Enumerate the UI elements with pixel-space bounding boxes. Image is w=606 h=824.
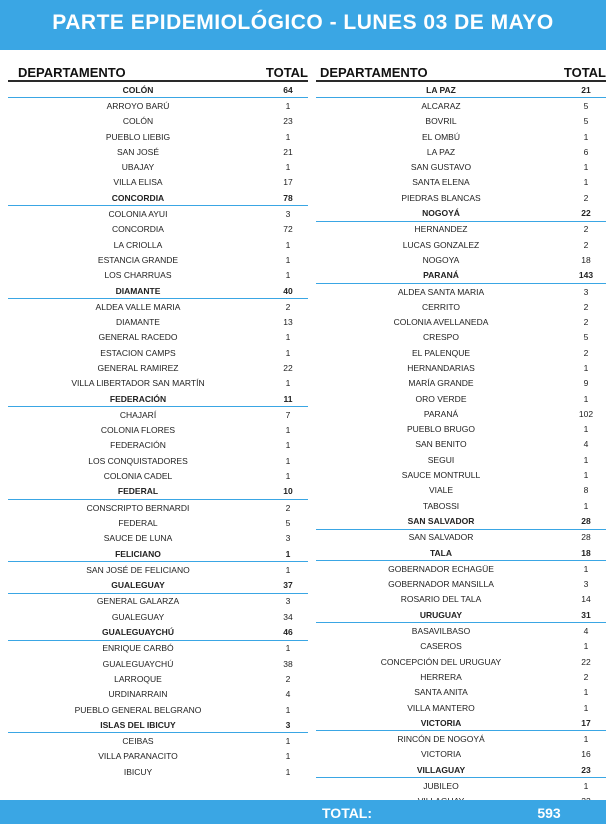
locality-total: 9 [583, 378, 589, 389]
locality-row [8, 175, 308, 190]
department-total: 23 [581, 764, 591, 775]
locality-name: UBAJAY [121, 162, 155, 173]
locality-row [8, 330, 308, 345]
locality-row [8, 299, 308, 314]
department-total: 46 [283, 627, 293, 638]
department-total: 31 [581, 609, 591, 620]
locality-name: VILLA MANTERO [407, 702, 475, 713]
locality-total: 5 [583, 332, 589, 343]
department-row [316, 607, 606, 623]
locality-row [316, 452, 606, 467]
locality-name: SAUCE MONTRULL [401, 470, 481, 481]
locality-total: 34 [283, 611, 293, 622]
department-row [8, 484, 308, 500]
locality-total: 13 [283, 317, 293, 328]
locality-row [8, 438, 308, 453]
locality-total: 23 [283, 116, 293, 127]
locality-name: DIAMANTE [116, 317, 160, 328]
locality-row [8, 531, 308, 546]
locality-total: 1 [285, 239, 291, 250]
locality-row [8, 114, 308, 129]
locality-row [316, 577, 606, 592]
locality-row [316, 561, 606, 576]
department-row [316, 82, 606, 98]
locality-total: 14 [581, 594, 591, 605]
department-row [316, 762, 606, 778]
department-name: PARANÁ [423, 270, 459, 281]
locality-total: 28 [581, 532, 591, 543]
locality-name: BOVRIL [425, 116, 457, 127]
department-row [316, 715, 606, 731]
locality-total: 1 [583, 131, 589, 142]
locality-row [316, 639, 606, 654]
locality-total: 38 [283, 658, 293, 669]
locality-row [8, 641, 308, 656]
locality-name: SAUCE DE LUNA [103, 533, 173, 544]
locality-name: LOS CONQUISTADORES [88, 455, 188, 466]
locality-name: PIEDRAS BLANCAS [401, 192, 481, 203]
department-name: LA PAZ [426, 84, 456, 95]
locality-total: 8 [583, 485, 589, 496]
locality-name: VILLA ELISA [113, 177, 163, 188]
locality-total: 1 [285, 766, 291, 777]
locality-row [316, 360, 606, 375]
locality-row [316, 129, 606, 144]
locality-row [8, 453, 308, 468]
locality-total: 5 [285, 517, 291, 528]
locality-row [316, 98, 606, 113]
locality-name: FEDERAL [118, 517, 158, 528]
department-total: 37 [283, 580, 293, 591]
locality-name: GUALEGUAY [111, 611, 165, 622]
locality-name: CRESPO [423, 332, 459, 343]
locality-name: ALDEA VALLE MARIA [95, 301, 181, 312]
locality-row [316, 437, 606, 452]
department-name: TALA [429, 547, 453, 558]
locality-total: 3 [285, 209, 291, 220]
locality-name: LOS CHARRUAS [104, 270, 172, 281]
locality-row [316, 623, 606, 638]
locality-total: 3 [583, 286, 589, 297]
department-name: NOGOYÁ [422, 208, 460, 219]
locality-row [316, 467, 606, 482]
department-name: CONCORDIA [111, 192, 165, 203]
locality-total: 1 [583, 177, 589, 188]
locality-row [8, 98, 308, 113]
department-total: 10 [283, 486, 293, 497]
department-row [8, 391, 308, 407]
department-total: 78 [283, 192, 293, 203]
locality-total: 2 [583, 224, 589, 235]
locality-total: 1 [583, 641, 589, 652]
header-banner [0, 0, 606, 50]
locality-row [316, 237, 606, 252]
locality-name: LARROQUE [114, 673, 162, 684]
total-value: 593 [537, 805, 561, 821]
locality-row [8, 515, 308, 530]
locality-name: COLONIA FLORES [100, 425, 176, 436]
locality-name: NOGOYA [422, 254, 460, 265]
locality-row [316, 175, 606, 190]
locality-total: 21 [283, 146, 293, 157]
locality-total: 1 [583, 393, 589, 404]
department-name: FEDERAL [117, 486, 159, 497]
locality-name: ENRIQUE CARBÓ [102, 643, 174, 654]
locality-total: 4 [583, 626, 589, 637]
department-name: VICTORIA [420, 717, 462, 728]
locality-row [316, 731, 606, 746]
locality-total: 22 [581, 656, 591, 667]
locality-row [8, 656, 308, 671]
department-row [8, 717, 308, 733]
footer-total-bar [0, 800, 606, 824]
locality-name: EL OMBÚ [422, 131, 460, 142]
department-total: 40 [283, 285, 293, 296]
locality-total: 1 [583, 734, 589, 745]
locality-name: RINCÓN DE NOGOYÁ [397, 734, 485, 745]
locality-total: 7 [285, 409, 291, 420]
department-name: SAN SALVADOR [407, 515, 475, 526]
locality-name: SAN JOSÉ DE FELICIANO [86, 564, 190, 575]
locality-total: 1 [583, 702, 589, 713]
right-table-header [316, 62, 606, 82]
department-row [316, 513, 606, 529]
column-header-department: DEPARTAMENTO [18, 65, 126, 80]
locality-total: 5 [583, 100, 589, 111]
locality-total: 3 [285, 596, 291, 607]
locality-total: 2 [583, 301, 589, 312]
locality-total: 1 [285, 564, 291, 575]
locality-total: 2 [285, 673, 291, 684]
locality-total: 17 [283, 177, 293, 188]
locality-row [8, 468, 308, 483]
locality-name: PUEBLO GENERAL BELGRANO [74, 704, 202, 715]
department-total: 17 [581, 717, 591, 728]
locality-total: 2 [285, 301, 291, 312]
locality-row [316, 592, 606, 607]
department-name: URUGUAY [419, 609, 463, 620]
locality-row [8, 268, 308, 283]
locality-row [8, 749, 308, 764]
locality-total: 2 [583, 192, 589, 203]
department-row [8, 82, 308, 98]
department-name: GUALEGUAY [111, 580, 165, 591]
locality-name: GENERAL GALARZA [96, 596, 180, 607]
locality-name: ESTACION CAMPS [100, 347, 176, 358]
locality-name: VILLA LIBERTADOR SAN MARTÍN [71, 378, 205, 389]
locality-name: BASAVILBASO [411, 626, 471, 637]
locality-name: EL PALENQUE [411, 347, 471, 358]
locality-name: SEGUI [427, 454, 455, 465]
left-table [8, 62, 308, 779]
locality-row [8, 687, 308, 702]
locality-total: 1 [285, 643, 291, 654]
locality-total: 1 [583, 687, 589, 698]
locality-total: 4 [583, 439, 589, 450]
locality-total: 6 [583, 146, 589, 157]
department-name: FELICIANO [115, 548, 161, 559]
locality-row [316, 345, 606, 360]
locality-row [8, 562, 308, 577]
locality-total: 1 [583, 362, 589, 373]
department-name: ISLAS DEL IBICUY [100, 719, 176, 730]
locality-name: COLONIA CADEL [103, 471, 173, 482]
locality-name: LA PAZ [426, 146, 456, 157]
locality-name: SANTA ELENA [412, 177, 470, 188]
locality-row [8, 407, 308, 422]
locality-name: LUCAS GONZALEZ [402, 239, 480, 250]
department-row [316, 205, 606, 221]
locality-name: ARROYO BARÚ [106, 100, 170, 111]
locality-name: CASEROS [420, 641, 462, 652]
locality-row [316, 299, 606, 314]
locality-name: ORO VERDE [415, 393, 467, 404]
locality-total: 1 [285, 471, 291, 482]
locality-name: ROSARIO DEL TALA [400, 594, 482, 605]
locality-name: LA CRIOLLA [113, 239, 163, 250]
locality-row [8, 206, 308, 221]
locality-row [8, 500, 308, 515]
locality-name: GOBERNADOR ECHAGÜE [388, 563, 494, 574]
left-table-header [8, 62, 308, 82]
locality-total: 22 [283, 362, 293, 373]
locality-row [316, 222, 606, 237]
locality-total: 1 [285, 378, 291, 389]
department-row [8, 546, 308, 562]
locality-name: GOBERNADOR MANSILLA [388, 579, 494, 590]
locality-total: 1 [285, 254, 291, 265]
department-total: 28 [581, 515, 591, 526]
locality-total: 1 [285, 131, 291, 142]
locality-name: SAN GUSTAVO [410, 162, 472, 173]
locality-row [316, 376, 606, 391]
locality-total: 1 [285, 270, 291, 281]
locality-row [316, 483, 606, 498]
locality-name: FEDERACIÓN [110, 440, 166, 451]
department-total: 64 [283, 84, 293, 95]
locality-total: 5 [583, 116, 589, 127]
locality-row [8, 129, 308, 144]
locality-total: 1 [583, 162, 589, 173]
locality-name: HERNANDARIAS [407, 362, 475, 373]
locality-total: 1 [583, 563, 589, 574]
locality-row [316, 530, 606, 545]
locality-row [316, 190, 606, 205]
locality-name: CONCEPCIÓN DEL URUGUAY [380, 656, 502, 667]
right-table-body [316, 82, 606, 809]
locality-name: SANTA ANITA [414, 687, 468, 698]
department-row [8, 578, 308, 594]
locality-row [8, 144, 308, 159]
locality-name: GENERAL RAMIREZ [97, 362, 179, 373]
department-total: 21 [581, 84, 591, 95]
locality-total: 1 [583, 470, 589, 481]
locality-name: ESTANCIA GRANDE [97, 254, 179, 265]
locality-row [316, 778, 606, 793]
locality-total: 102 [578, 408, 594, 419]
department-total: 22 [581, 208, 591, 219]
locality-name: SAN BENITO [415, 439, 467, 450]
locality-total: 2 [583, 317, 589, 328]
locality-row [8, 252, 308, 267]
locality-name: URDINARRAIN [108, 689, 168, 700]
locality-total: 4 [285, 689, 291, 700]
locality-name: VILLA PARANACITO [98, 751, 178, 762]
locality-total: 2 [583, 239, 589, 250]
locality-row [8, 222, 308, 237]
department-name: FEDERACIÓN [109, 393, 167, 404]
locality-name: TABOSSI [422, 500, 460, 511]
locality-row [8, 609, 308, 624]
department-name: DIAMANTE [115, 285, 161, 296]
locality-name: MARÍA GRANDE [408, 378, 474, 389]
locality-row [316, 144, 606, 159]
department-total: 3 [285, 719, 291, 730]
column-header-department: DEPARTAMENTO [320, 65, 428, 80]
department-total: 143 [578, 270, 594, 281]
department-total: 1 [285, 548, 291, 559]
locality-row [316, 391, 606, 406]
right-table [316, 62, 606, 809]
department-row [8, 283, 308, 299]
locality-row [8, 733, 308, 748]
locality-total: 3 [285, 533, 291, 544]
department-row [316, 268, 606, 284]
locality-name: CONSCRIPTO BERNARDI [86, 502, 190, 513]
department-name: GUALEGUAYCHÚ [102, 627, 174, 638]
locality-name: GUALEGUAYCHÚ [102, 658, 174, 669]
locality-row [316, 747, 606, 762]
locality-total: 1 [285, 736, 291, 747]
locality-name: SAN SALVADOR [408, 532, 474, 543]
locality-row [316, 685, 606, 700]
locality-total: 1 [285, 751, 291, 762]
locality-name: COLÓN [122, 116, 154, 127]
locality-row [316, 654, 606, 669]
locality-row [8, 159, 308, 174]
locality-row [8, 702, 308, 717]
department-row [8, 624, 308, 640]
department-name: VILLAGUAY [416, 764, 466, 775]
locality-total: 3 [583, 579, 589, 590]
locality-row [8, 594, 308, 609]
locality-row [8, 237, 308, 252]
locality-name: ALDEA SANTA MARIA [397, 286, 485, 297]
department-total: 11 [283, 393, 293, 404]
department-name: COLÓN [122, 84, 154, 95]
locality-row [316, 114, 606, 129]
locality-row [316, 159, 606, 174]
locality-total: 1 [583, 424, 589, 435]
locality-row [8, 360, 308, 375]
locality-total: 1 [583, 781, 589, 791]
locality-name: HERNANDEZ [414, 224, 468, 235]
locality-row [8, 345, 308, 360]
locality-row [316, 669, 606, 684]
locality-name: HERRERA [420, 671, 462, 682]
locality-name: COLONIA AVELLANEDA [393, 317, 489, 328]
locality-total: 1 [285, 332, 291, 343]
locality-row [316, 700, 606, 715]
locality-name: CERRITO [421, 301, 461, 312]
locality-name: CONCORDIA [112, 224, 164, 235]
locality-name: CEIBAS [122, 736, 154, 747]
department-row [8, 190, 308, 206]
locality-total: 1 [285, 440, 291, 451]
locality-row [316, 498, 606, 513]
locality-row [316, 330, 606, 345]
column-header-total: TOTAL [265, 65, 308, 80]
locality-total: 18 [581, 254, 591, 265]
locality-name: JUBILEO [423, 781, 459, 791]
locality-total: 1 [285, 425, 291, 436]
locality-total: 1 [285, 162, 291, 173]
locality-name: VICTORIA [421, 749, 461, 760]
locality-row [8, 671, 308, 686]
locality-total: 1 [285, 455, 291, 466]
locality-name: SAN JOSÉ [116, 146, 160, 157]
locality-total: 1 [583, 454, 589, 465]
locality-total: 1 [285, 704, 291, 715]
column-header-total: TOTAL [563, 65, 606, 80]
department-row [316, 545, 606, 561]
locality-row [316, 284, 606, 299]
locality-row [316, 422, 606, 437]
locality-total: 2 [583, 671, 589, 682]
locality-name: COLONIA AYUI [108, 209, 168, 220]
locality-total: 1 [583, 500, 589, 511]
left-table-body [8, 82, 308, 779]
locality-name: IBICUY [123, 766, 153, 777]
locality-total: 2 [583, 347, 589, 358]
department-total: 18 [581, 547, 591, 558]
locality-total: 1 [285, 347, 291, 358]
locality-row [8, 314, 308, 329]
locality-row [8, 376, 308, 391]
total-label: TOTAL: [322, 805, 373, 821]
locality-row [316, 406, 606, 421]
locality-row [8, 423, 308, 438]
locality-name: PARANÁ [423, 408, 459, 419]
locality-total: 72 [283, 224, 293, 235]
locality-name: PUEBLO LIEBIG [105, 131, 171, 142]
locality-total: 16 [581, 749, 591, 760]
locality-name: GENERAL RACEDO [98, 332, 178, 343]
locality-total: 2 [285, 502, 291, 513]
locality-name: ALCARAZ [421, 100, 461, 111]
locality-row [316, 252, 606, 267]
locality-name: VIALE [428, 485, 454, 496]
locality-name: CHAJARÍ [119, 409, 157, 420]
locality-row [316, 314, 606, 329]
locality-row [8, 764, 308, 779]
locality-total: 1 [285, 100, 291, 111]
page-title: PARTE EPIDEMIOLÓGICO - LUNES 03 DE MAYO [52, 11, 554, 34]
locality-name: PUEBLO BRUGO [406, 424, 476, 435]
